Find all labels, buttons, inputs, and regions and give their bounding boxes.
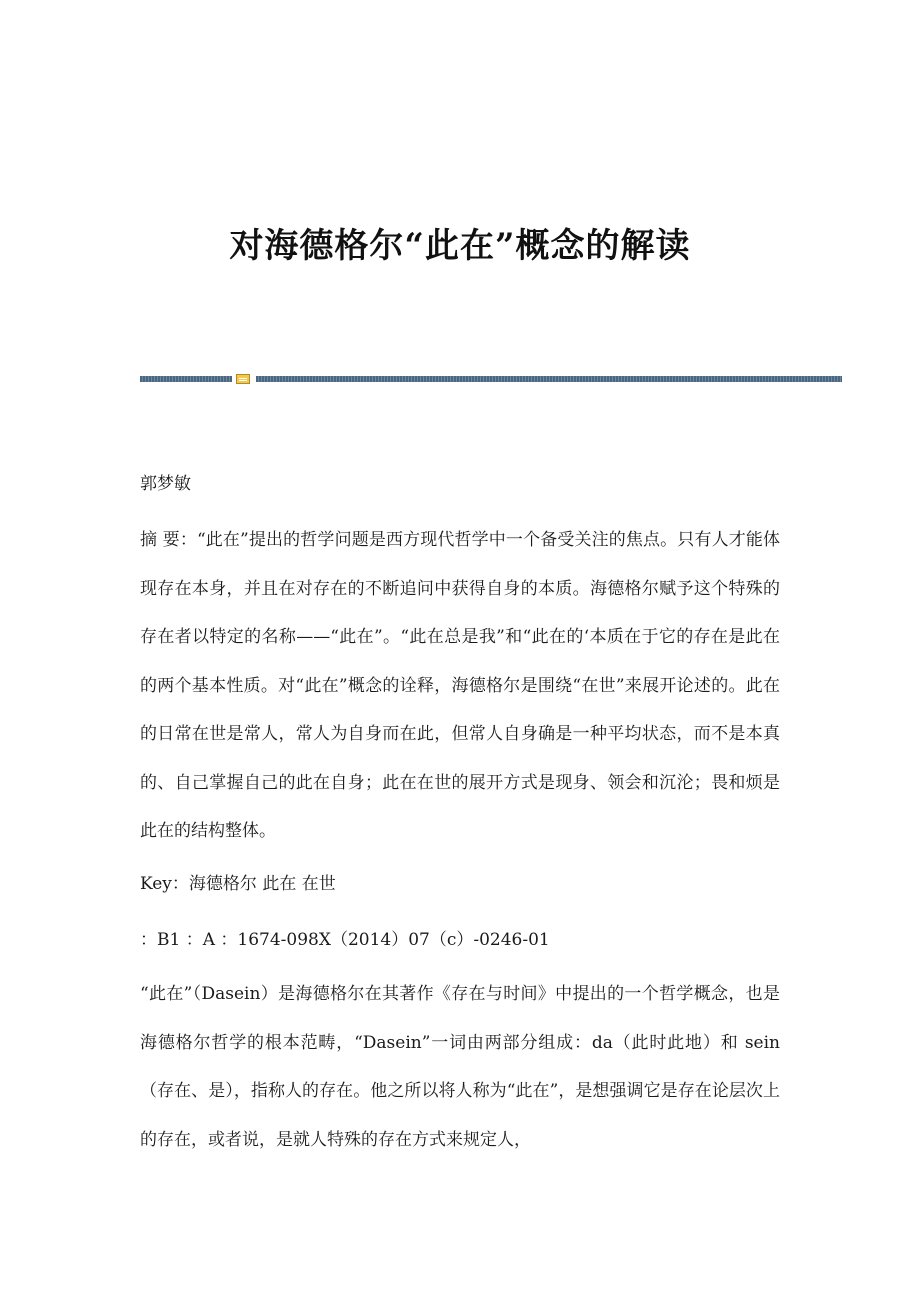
abstract-text: “此在”提出的哲学问题是西方现代哲学中一个备受关注的焦点。只有人才能体现存在本身，并且在对存在的不断追问中获得自身的本质。海德格尔赋予这个特殊的存在者以特定的名称——“此在”。“此在总是我”和“此在的‘本质在于它的存在是此在的两个基本性质。对“此在”概念的诠释，海德格尔是围绕“在世”来展开论述的。此在的日常在世是常人，常人为自身而在此，但常人自身确是一种平均状态，而不是本真的、自己掌握自己的此在自身；此在在世的展开方式是现身、领会和沉沦；畏和烦是此在的结构整体。 — [140, 530, 780, 841]
author-name: 郭梦敏 — [140, 474, 191, 494]
keywords-line — [140, 860, 780, 909]
keywords-text: 海德格尔 此在 在世 — [188, 874, 336, 894]
divider-ornament-icon — [236, 374, 250, 384]
keywords-label: Key： — [140, 874, 189, 894]
divider-bar-left — [140, 376, 232, 382]
abstract-paragraph — [140, 516, 780, 856]
abstract-label: 摘 要： — [140, 530, 197, 550]
classification-line: ：B1 ：A ：1674-098X（2014）07（c）-0246-01 — [140, 930, 550, 950]
document-title: 对海德格尔“此在”概念的解读 — [229, 226, 691, 266]
body-paragraph: “此在”（Dasein）是海德格尔在其著作《存在与时间》中提出的一个哲学概念，也是海德格尔哲学的根本范畴，“Dasein”一词由两部分组成：da（此时此地）和 sein（存在、是），指称人的存在。他之所以将人称为“此在”，是想强调它是存在论层次上的存在，或者说，是就人特殊的存在方式来规定人， — [140, 984, 780, 1150]
title-divider — [140, 374, 842, 384]
divider-bar-right — [256, 376, 842, 382]
